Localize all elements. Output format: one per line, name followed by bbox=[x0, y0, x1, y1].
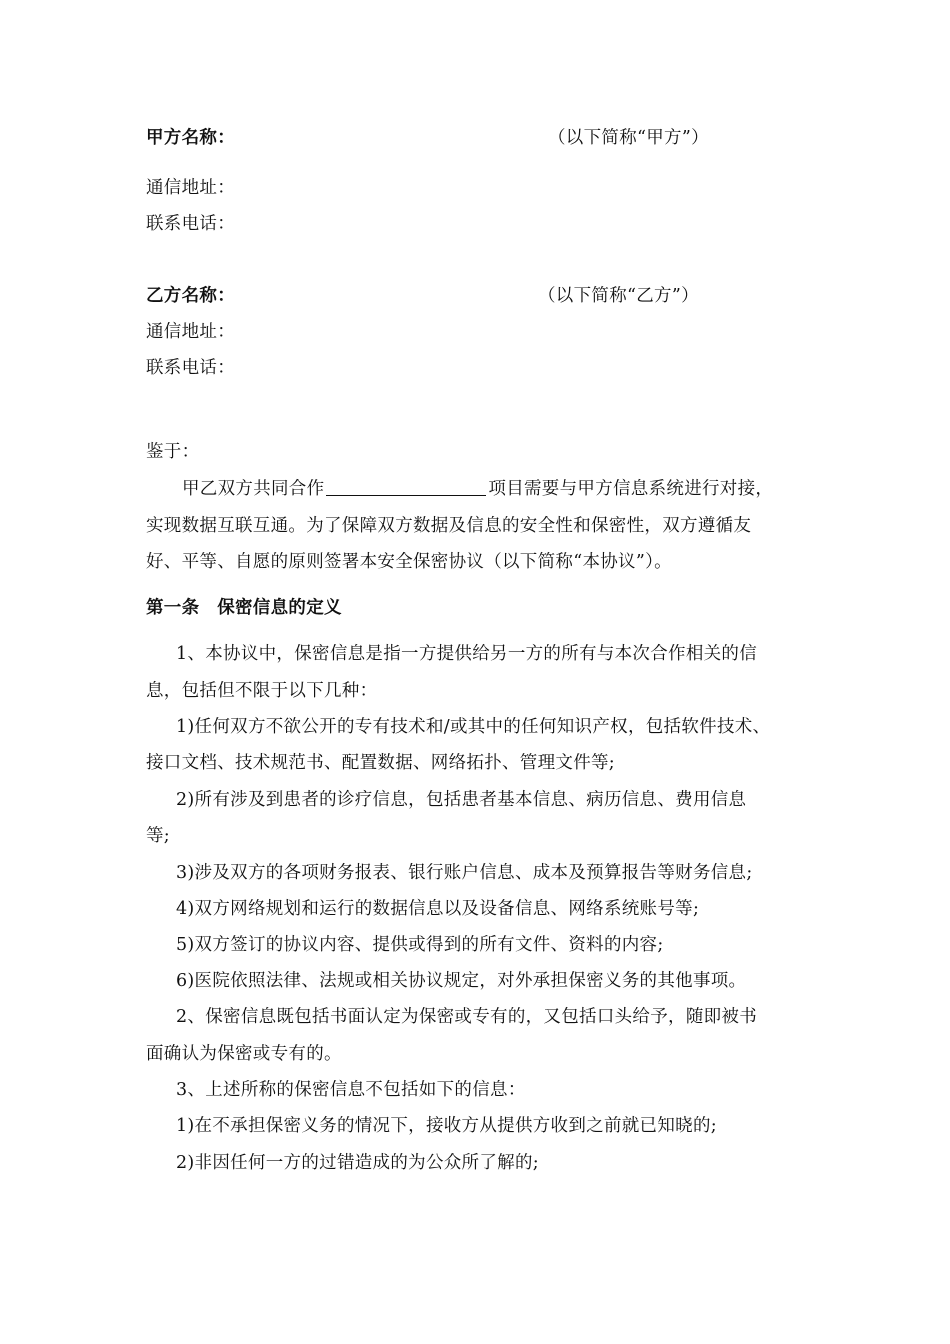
preamble-paragraph-line2: 实现数据互联互通。为了保障双方数据及信息的安全性和保密性，双方遵循友 bbox=[146, 516, 752, 536]
party-b-name-label: 乙方名称： bbox=[146, 286, 235, 306]
article-1-exclusion-2: 2)非因任何一方的过错造成的为公众所了解的; bbox=[176, 1153, 539, 1173]
article-1-item-2-line2: 面确认为保密或专有的。 bbox=[146, 1044, 342, 1064]
article-1-sub-1-line1: 1)任何双方不欲公开的专有技术和/或其中的任何知识产权，包括软件技术、 bbox=[176, 717, 771, 737]
party-a-phone-label: 联系电话： bbox=[146, 214, 235, 234]
party-a-name-label: 甲方名称： bbox=[146, 128, 235, 148]
article-1-sub-5: 5)双方签订的协议内容、提供或得到的所有文件、资料的内容; bbox=[176, 935, 664, 955]
article-1-item-1-line1: 1、本协议中，保密信息是指一方提供给另一方的所有与本次合作相关的信 bbox=[176, 644, 758, 664]
article-1-item-1-line2: 息，包括但不限于以下几种： bbox=[146, 681, 378, 701]
article-1-item-2-line1: 2、保密信息既包括书面认定为保密或专有的，又包括口头给予，随即被书 bbox=[176, 1007, 758, 1027]
preamble-paragraph-line1 bbox=[182, 477, 773, 501]
party-a-alias: （以下简称“甲方”） bbox=[548, 128, 709, 148]
article-1-sub-2-line2: 等; bbox=[146, 826, 170, 846]
article-1-title: 第一条 保密信息的定义 bbox=[146, 598, 342, 618]
party-a-address-label: 通信地址： bbox=[146, 178, 235, 198]
party-b-alias: （以下简称“乙方”） bbox=[538, 286, 699, 306]
party-b-phone-label: 联系电话： bbox=[146, 358, 235, 378]
project-name-blank bbox=[326, 477, 486, 496]
article-1-exclusion-1: 1)在不承担保密义务的情况下，接收方从提供方收到之前就已知晓的; bbox=[176, 1116, 717, 1136]
preamble-text-before-blank: 甲乙双方共同合作 bbox=[182, 479, 325, 499]
article-1-sub-4: 4)双方网络规划和运行的数据信息以及设备信息、网络系统账号等; bbox=[176, 899, 700, 919]
article-1-item-3: 3、上述所称的保密信息不包括如下的信息： bbox=[176, 1080, 526, 1100]
preamble-heading: 鉴于： bbox=[146, 442, 200, 462]
article-1-sub-2-line1: 2)所有涉及到患者的诊疗信息，包括患者基本信息、病历信息、费用信息 bbox=[176, 790, 747, 810]
article-1-sub-3: 3)涉及双方的各项财务报表、银行账户信息、成本及预算报告等财务信息; bbox=[176, 863, 753, 883]
article-1-sub-6: 6)医院依照法律、法规或相关协议规定，对外承担保密义务的其他事项。 bbox=[176, 971, 747, 991]
party-b-address-label: 通信地址： bbox=[146, 322, 235, 342]
preamble-text-after-blank: 项目需要与甲方信息系统进行对接， bbox=[488, 479, 774, 499]
preamble-paragraph-line3: 好、平等、自愿的原则签署本安全保密协议（以下简称“本协议”）。 bbox=[146, 552, 672, 572]
article-1-sub-1-line2: 接口文档、技术规范书、配置数据、网络拓扑、管理文件等; bbox=[146, 753, 615, 773]
